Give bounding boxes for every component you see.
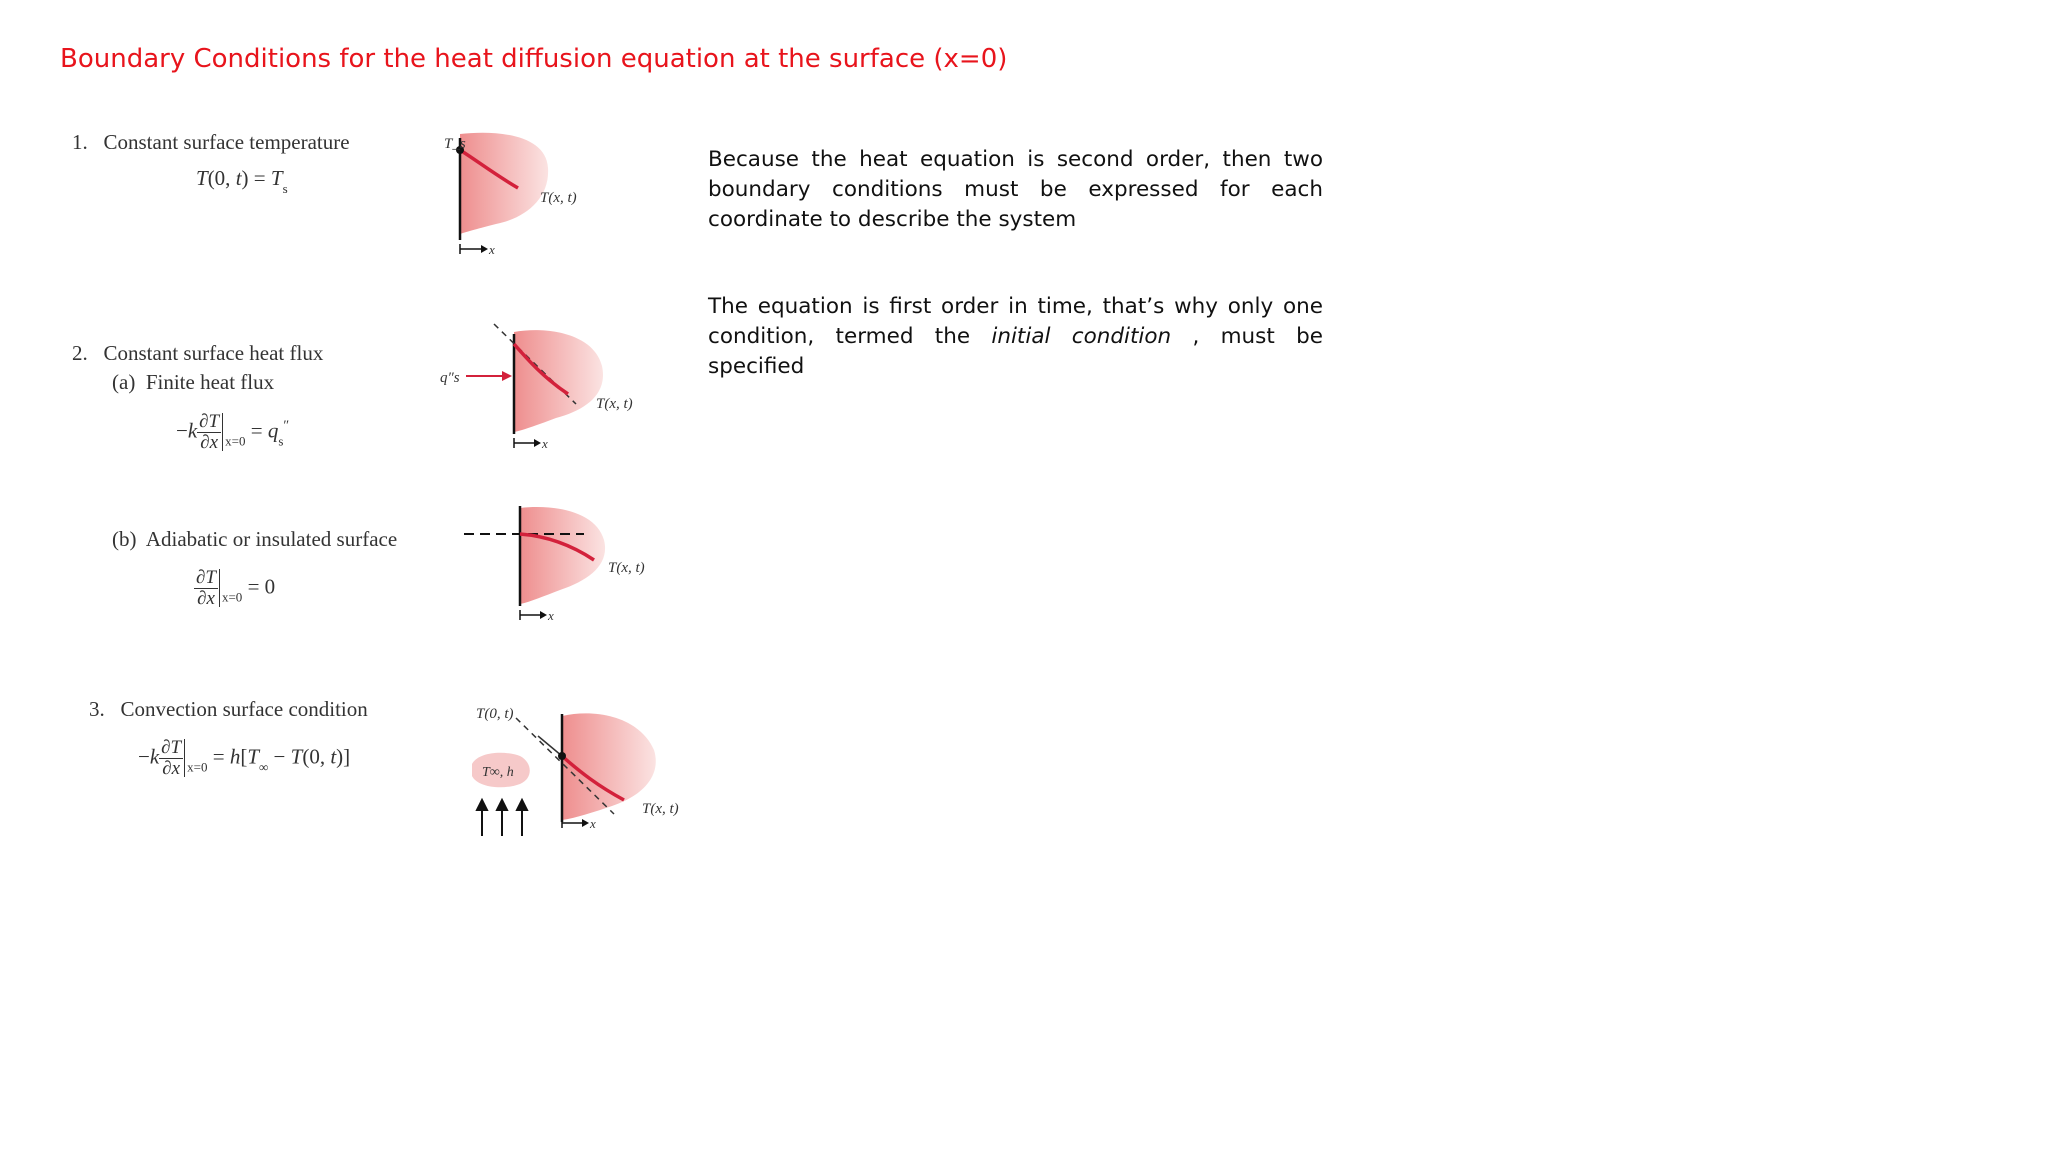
surface-point (558, 752, 566, 760)
condition-2-title: Constant surface heat flux (103, 341, 324, 365)
flow-arrows (477, 800, 527, 836)
condition-2b-equation: $\frac{\partial T}{\partial x}$ $_{x=0}$ = 0 (196, 567, 276, 609)
label-fluid: T∞, h (482, 765, 514, 780)
tangent-construction (538, 736, 562, 756)
condition-2a-equation: −k $\frac{\partial T}{\partial x}$ $_{x=0} = q_s''$ (176, 411, 290, 453)
condition-2b-heading (112, 527, 397, 552)
condition-2a-title: Finite heat flux (145, 370, 275, 394)
figure-convection-surface (464, 696, 704, 846)
label-profile: T(x, t) (540, 190, 577, 206)
condition-1-heading (72, 130, 350, 155)
label-surface-temp: T(0, t) (476, 706, 514, 722)
paragraph-second-order: Because the heat equation is second order, then two boundary conditions must be expressed for each coordinate to describe the system (708, 147, 1323, 232)
label-profile: T(x, t) (642, 801, 679, 817)
figure-adiabatic-surface (456, 500, 676, 630)
condition-3-title: Convection surface condition (120, 697, 368, 721)
paragraph-initial-condition (708, 292, 1323, 382)
condition-1-title: Constant surface temperature (103, 130, 350, 154)
solid-region (514, 330, 603, 432)
condition-1-number: 1. (72, 130, 88, 154)
condition-1-equation: T(0, $t) = T_s$ (196, 166, 288, 196)
condition-2b-label: (b) (112, 527, 137, 551)
label-profile: T(x, t) (608, 560, 645, 576)
slide-title: Boundary Conditions for the heat diffusion equation at the surface (x=0) (60, 44, 1008, 74)
paragraph-initial-text-1: The equation is first order in time, that’s why only one condition, termed the (708, 294, 1323, 349)
label-x-axis: x (542, 436, 548, 451)
condition-2a-heading (112, 370, 274, 395)
label-profile: T(x, t) (596, 396, 633, 412)
condition-3-equation: −k $\frac{\partial T}{\partial x}$ $_{x=0} = h[T_\infty - T(0$, t)] (138, 737, 351, 779)
figure-finite-heat-flux (436, 318, 656, 458)
condition-2-number: 2. (72, 341, 88, 365)
condition-3-heading (89, 697, 368, 722)
label-x-axis: x (489, 242, 495, 257)
solid-region (460, 133, 548, 234)
solid-region (520, 507, 605, 604)
condition-3-number: 3. (89, 697, 105, 721)
figure-constant-temperature (436, 128, 596, 258)
label-x-axis: x (548, 608, 554, 623)
label-ts: T_s (444, 136, 466, 152)
label-flux: q″s (440, 370, 460, 386)
initial-condition-term: initial condition (991, 324, 1172, 349)
condition-2-heading (72, 341, 323, 366)
condition-2b-title: Adiabatic or insulated surface (145, 527, 398, 551)
label-x-axis: x (590, 816, 596, 831)
paragraph-initial-text-2: , must be specified (708, 324, 1323, 379)
condition-2a-label: (a) (112, 370, 136, 394)
